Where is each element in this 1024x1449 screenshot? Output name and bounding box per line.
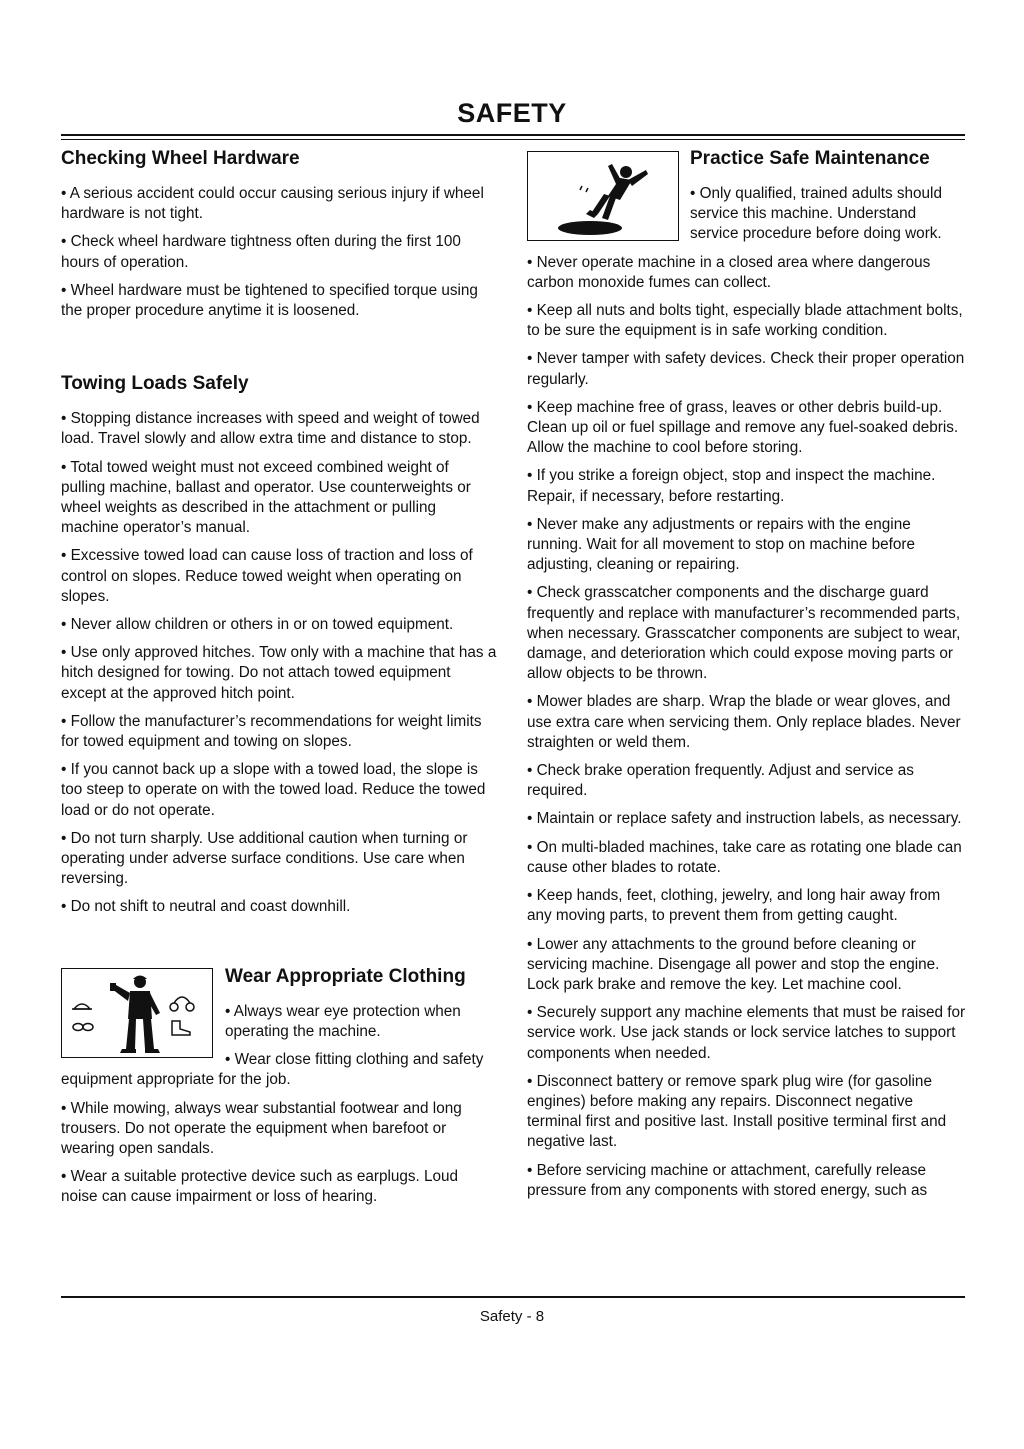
bullet-item: • Always wear eye protection when operating the machine. [225, 1002, 461, 1040]
left-column [61, 148, 497, 1216]
protective-clothing-icon [61, 968, 213, 1058]
bullet-item: • Stopping distance increases with speed and weight of towed load. Travel slowly and allow extra time and distance to stop. [61, 410, 480, 448]
bullet-item: • On multi-bladed machines, take care as rotating one blade can cause other blades to rotate. [527, 838, 962, 876]
page-number: Safety - 8 [479, 1308, 545, 1325]
header-rule-thin [61, 139, 965, 140]
section-heading: Wear Appropriate Clothing [225, 965, 466, 987]
bullet-item: • Securely support any machine elements that must be raised for service work. Use jack stands or lock service latches to support components when needed. [527, 1004, 966, 1062]
bullet-item: • Disconnect battery or remove spark plug wire (for gasoline engines) before making any repairs. Disconnect negative terminal first and positive last. Install positive terminal first and negative last. [527, 1072, 947, 1151]
bullet-item: • If you cannot back up a slope with a towed load, the slope is too steep to operate on with the towed load. Reduce the towed load or do not operate. [61, 761, 486, 819]
bullet-item: • Do not shift to neutral and coast downhill. [61, 898, 351, 916]
footer-rule [61, 1296, 965, 1298]
bullet-item: • While mowing, always wear substantial footwear and long trousers. Do not operate the equipment when barefoot or wearing open sandals. [61, 1099, 462, 1157]
bullet-item: • Check wheel hardware tightness often during the first 100 hours of operation. [61, 233, 461, 271]
section-clothing [61, 966, 497, 1216]
bullet-item: • Keep all nuts and bolts tight, especially blade attachment bolts, to be sure the equipment is in safe working condition. [527, 302, 963, 340]
bullet-item: • Maintain or replace safety and instruction labels, as necessary. [527, 810, 962, 828]
bullet-item: • Total towed weight must not exceed combined weight of pulling machine, ballast and operator. Use counterweights or wheel weights as described in the attachment or pulling machine operator’s manual. [61, 458, 471, 537]
bullet-item: • Follow the manufacturer’s recommendations for weight limits for towed equipment and towing on slopes. [61, 712, 482, 751]
bullet-item: • Lower any attachments to the ground before cleaning or servicing machine. Disengage all power and stop the engine. Lock park brake and remove the key. Let machine cool. [527, 935, 940, 993]
bullet-item: • Use only approved hitches. Tow only with a machine that has a hitch designed for towing. Do not attach towed equipment except at the approved hitch point. [61, 644, 497, 702]
bullet-item: • Wear close fitting clothing and safety equipment appropriate for the job. [61, 1051, 484, 1089]
section-towing [61, 373, 497, 917]
section-heading: Practice Safe Maintenance [690, 148, 930, 169]
bullet-item: • Do not turn sharply. Use additional caution when turning or operating under adverse surface conditions. Use care when reversing. [61, 829, 468, 888]
page-title: SAFETY [457, 98, 567, 128]
slip-hazard-icon [527, 151, 679, 241]
section-safe-maintenance [527, 148, 967, 1209]
bullet-item: • Never tamper with safety devices. Check their proper operation regularly. [527, 350, 965, 388]
bullet-item: • A serious accident could occur causing serious injury if wheel hardware is not tight. [61, 185, 484, 223]
bullet-item: • Keep machine free of grass, leaves or other debris build-up. Clean up oil or fuel spillage and remove any fuel-soaked debris. Allow the machine to cool before storing. [527, 398, 959, 457]
bullet-item: • If you strike a foreign object, stop and inspect the machine. Repair, if necessary, before restarting. [527, 467, 936, 505]
bullet-item: • Wear a suitable protective device such as earplugs. Loud noise can cause impairment or loss of hearing. [61, 1168, 459, 1206]
bullet-item: • Wheel hardware must be tightened to specified torque using the proper procedure anytime it is loosened. [61, 281, 478, 320]
bullet-item: • Never make any adjustments or repairs with the engine running. Wait for all movement to stop on machine before adjusting, cleaning or repairing. [527, 515, 916, 574]
bullet-item: • Mower blades are sharp. Wrap the blade or wear gloves, and use extra care when servicing them. Only replace blades. Never straighten or weld them. [527, 693, 961, 751]
section-wheel-hardware [61, 148, 497, 321]
bullet-item: • Only qualified, trained adults should service this machine. Understand service procedure before doing work. [690, 185, 942, 243]
section-heading: Towing Loads Safely [61, 373, 249, 395]
bullet-item: • Excessive towed load can cause loss of traction and loss of control on slopes. Reduce towed weight when operating on slopes. [61, 547, 473, 605]
bullet-item: • Never allow children or others in or on towed equipment. [61, 616, 454, 634]
bullet-item: • Never operate machine in a closed area where dangerous carbon monoxide fumes can collect. [527, 253, 931, 291]
header-rule [61, 134, 965, 136]
bullet-item: • Before servicing machine or attachment, carefully release pressure from any components with stored energy, such as [527, 1161, 928, 1199]
section-heading: Checking Wheel Hardware [61, 148, 300, 169]
bullet-item: • Keep hands, feet, clothing, jewelry, and long hair away from any moving parts, to prevent them from getting caught. [527, 887, 941, 925]
bullet-item: • Check grasscatcher components and the discharge guard frequently and replace with manufacturer’s recommended parts, when necessary. Grasscatcher components are subject to wear, damage, and deterioration which could expose moving parts or allow objects to be thrown. [527, 584, 961, 683]
right-column [527, 148, 967, 1209]
bullet-item: • Check brake operation frequently. Adjust and service as required. [527, 762, 914, 800]
